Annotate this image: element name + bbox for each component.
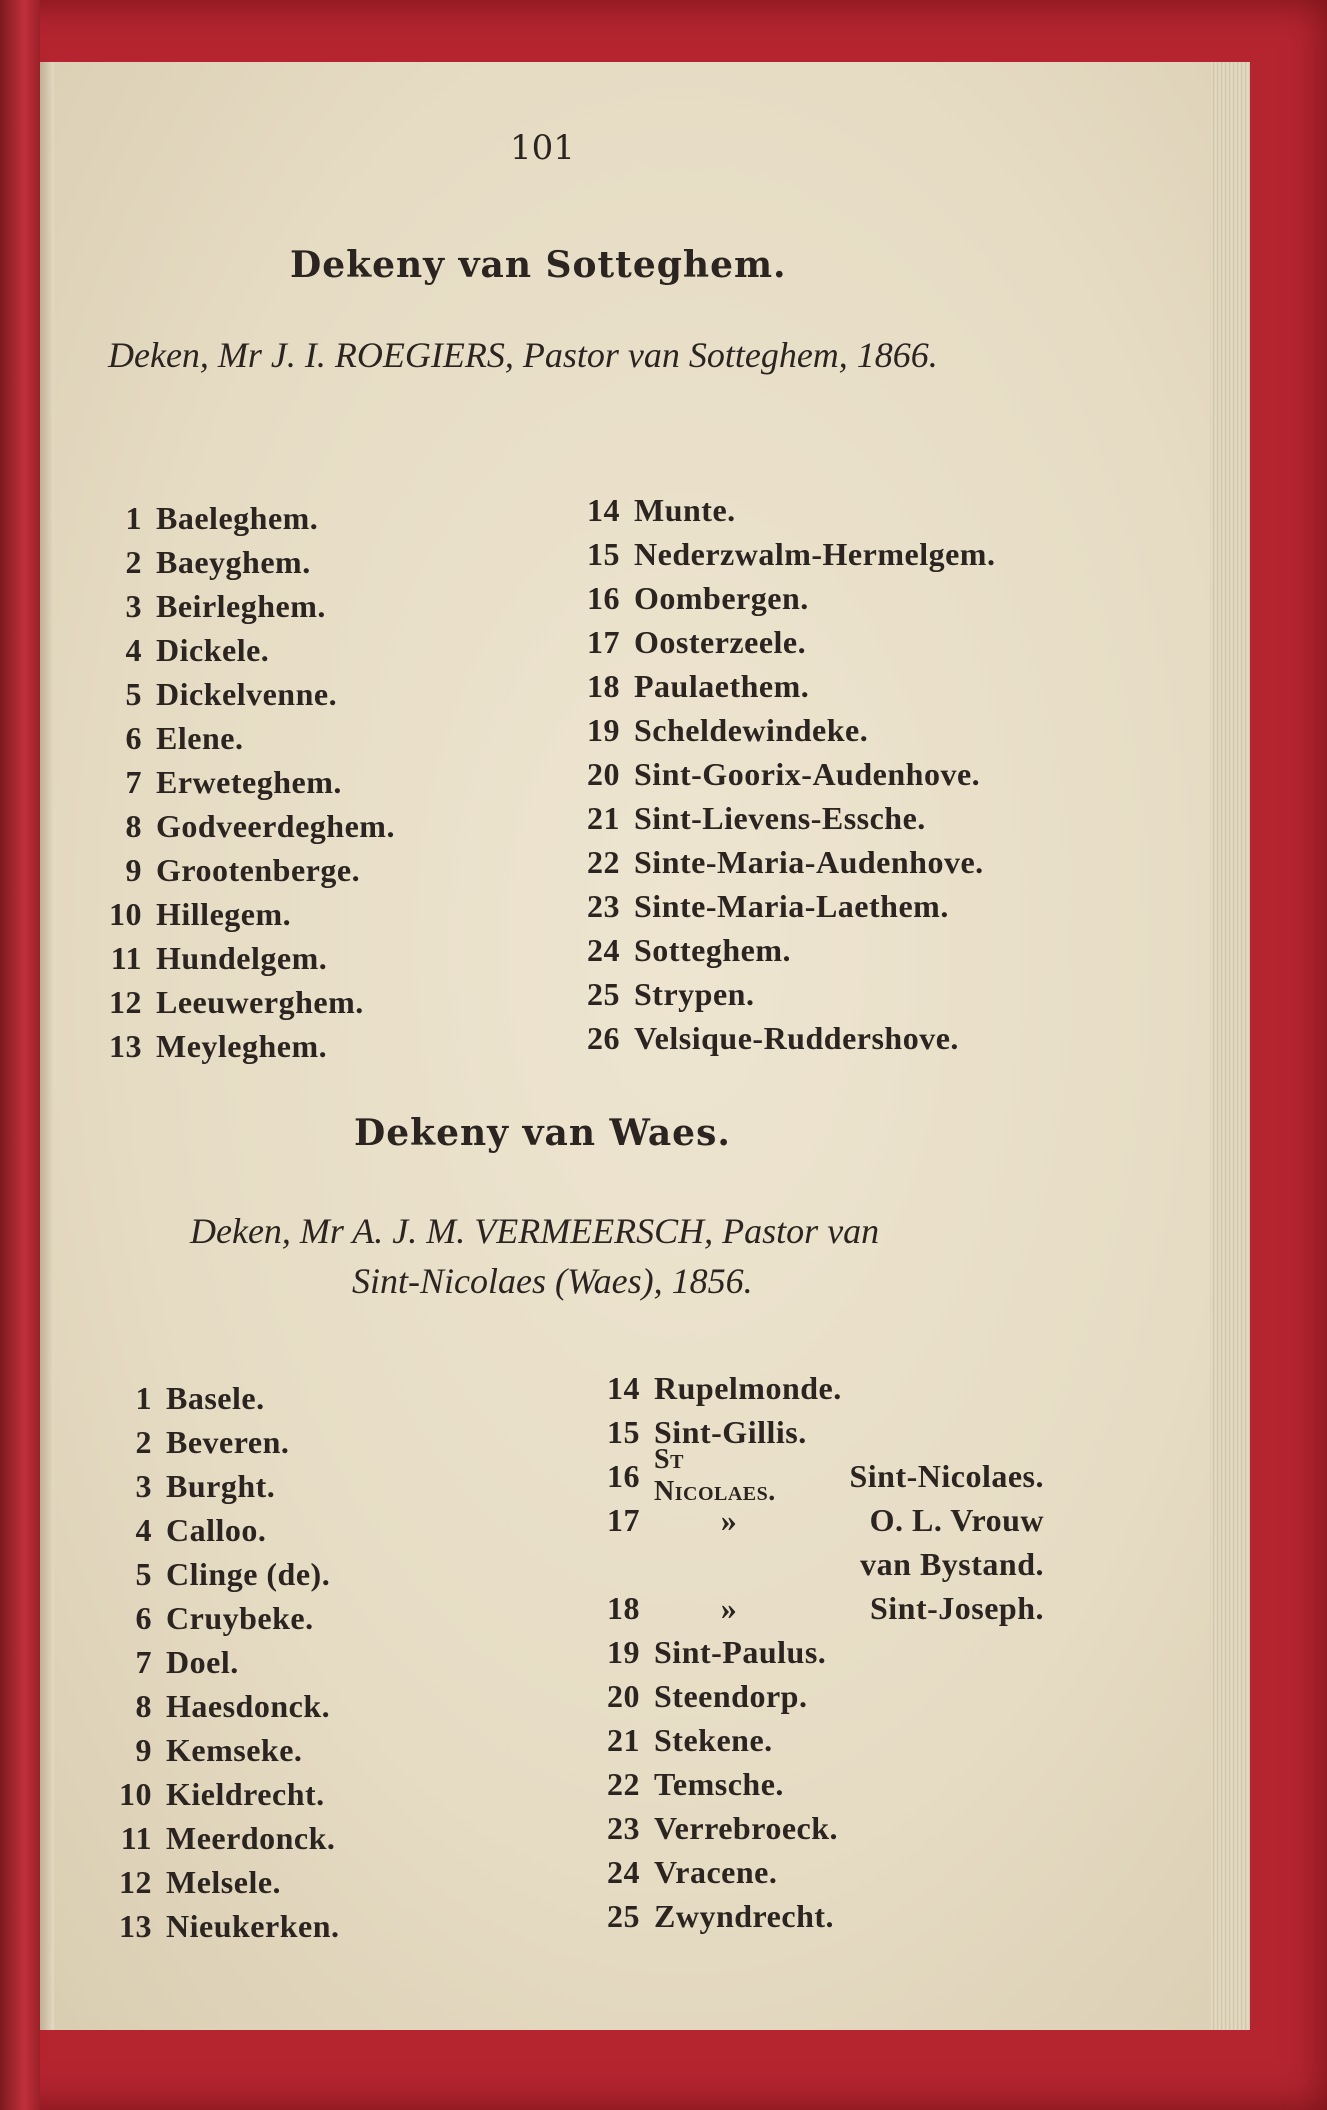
list-item — [580, 664, 995, 708]
item-number: 11 — [120, 1819, 152, 1856]
item-name: Sinte-Maria-Laethem. — [634, 887, 949, 924]
list-item — [112, 1508, 340, 1552]
item-number: 7 — [135, 1643, 152, 1680]
book-page — [40, 62, 1210, 2030]
list-item-continuation — [600, 1542, 1044, 1586]
item-name: Erweteghem. — [156, 763, 342, 800]
list-item — [112, 1816, 340, 1860]
item-number: 10 — [109, 895, 142, 932]
list-item — [600, 1806, 1044, 1850]
item-number: 20 — [587, 755, 620, 792]
list-item — [600, 1718, 1044, 1762]
item-name: Oosterzeele. — [634, 623, 807, 660]
item-name: Sint-Nicolaes. — [849, 1457, 1044, 1494]
item-name: Baeleghem. — [156, 499, 319, 536]
list-item — [580, 752, 995, 796]
item-name: Basele. — [166, 1379, 265, 1416]
item-name: Dickele. — [156, 631, 270, 668]
item-name: Temsche. — [654, 1765, 784, 1802]
item-number: 12 — [109, 983, 142, 1020]
item-name: Leeuwerghem. — [156, 983, 364, 1020]
list-item — [102, 892, 395, 936]
item-name: Clinge (de). — [166, 1555, 331, 1592]
deken-waes-line2: Sint-Nicolaes (Waes), 1856. — [352, 1261, 753, 1301]
item-number: 12 — [119, 1863, 152, 1900]
item-name: Stekene. — [654, 1721, 773, 1758]
item-number: 2 — [125, 543, 142, 580]
list-item — [580, 884, 995, 928]
item-number: 17 — [607, 1501, 640, 1538]
list-item — [112, 1772, 340, 1816]
item-name: Meerdonck. — [166, 1819, 336, 1856]
list-item — [102, 936, 395, 980]
item-name: Vracene. — [654, 1853, 778, 1890]
item-number: 20 — [607, 1677, 640, 1714]
item-name: Sotteghem. — [634, 931, 791, 968]
list-item — [600, 1762, 1044, 1806]
item-name: Verrebroeck. — [654, 1809, 839, 1846]
item-number: 21 — [607, 1721, 640, 1758]
item-name: Elene. — [156, 719, 244, 756]
list-item — [112, 1596, 340, 1640]
item-name: Grootenberge. — [156, 851, 361, 888]
item-name: Meyleghem. — [156, 1027, 328, 1064]
item-number: 19 — [607, 1633, 640, 1670]
item-number: 22 — [607, 1765, 640, 1802]
list-item — [102, 496, 395, 540]
list-item — [102, 584, 395, 628]
item-name: Hillegem. — [156, 895, 292, 932]
item-name: Baeyghem. — [156, 543, 311, 580]
item-number: 5 — [125, 675, 142, 712]
item-number: 1 — [135, 1379, 152, 1416]
list-item — [580, 488, 995, 532]
item-number: 9 — [135, 1731, 152, 1768]
list-item — [600, 1630, 1044, 1674]
item-number: 15 — [607, 1413, 640, 1450]
deken-waes-line1: Deken, Mr A. J. M. VERMEERSCH, Pastor van — [190, 1211, 880, 1251]
item-number: 23 — [587, 887, 620, 924]
item-number: 3 — [135, 1467, 152, 1504]
item-number: 8 — [135, 1687, 152, 1724]
parish-list-waes-left — [112, 1376, 340, 1948]
item-name: Oombergen. — [634, 579, 809, 616]
list-item — [102, 672, 395, 716]
list-item — [580, 576, 995, 620]
list-item — [600, 1894, 1044, 1938]
item-name: Calloo. — [166, 1511, 267, 1548]
list-item — [112, 1904, 340, 1948]
item-name: Nieukerken. — [166, 1907, 340, 1944]
item-number: 4 — [135, 1511, 152, 1548]
item-name-continued: van Bystand. — [860, 1545, 1044, 1582]
item-name: Rupelmonde. — [654, 1369, 842, 1406]
item-name: Velsique-Ruddershove. — [634, 1019, 959, 1056]
item-number: 13 — [109, 1027, 142, 1064]
item-number: 2 — [135, 1423, 152, 1460]
item-name: Sinte-Maria-Audenhove. — [634, 843, 984, 880]
item-name: Dickelvenne. — [156, 675, 338, 712]
item-abbreviation: » — [720, 1501, 738, 1538]
cover-spine-edge — [0, 0, 40, 2110]
item-number: 11 — [110, 939, 142, 976]
parish-list-sotteghem-left — [102, 496, 395, 1068]
list-item — [102, 980, 395, 1024]
item-name: O. L. Vrouw — [869, 1501, 1044, 1538]
item-name: Cruybeke. — [166, 1599, 314, 1636]
item-number: 13 — [119, 1907, 152, 1944]
list-item — [600, 1366, 1044, 1410]
item-number: 3 — [125, 587, 142, 624]
page-gutter — [40, 62, 54, 2030]
item-name: Melsele. — [166, 1863, 282, 1900]
deken-sotteghem: Deken, Mr J. I. ROEGIERS, Pastor van Sotteghem, 1866. — [108, 335, 938, 375]
list-item — [102, 1024, 395, 1068]
parish-list-waes-right — [600, 1366, 1044, 1938]
list-item — [112, 1376, 340, 1420]
page-number: 101 — [510, 128, 575, 168]
list-item — [102, 628, 395, 672]
item-number: 16 — [587, 579, 620, 616]
item-name: Paulaethem. — [634, 667, 810, 704]
item-number: 6 — [125, 719, 142, 756]
section-title-waes: Dekeny van Waes. — [354, 1112, 731, 1154]
list-item — [112, 1728, 340, 1772]
list-item — [600, 1444, 1044, 1507]
item-name: Beirleghem. — [156, 587, 326, 624]
item-name: Sint-Paulus. — [654, 1633, 827, 1670]
list-item — [580, 928, 995, 972]
list-item — [112, 1552, 340, 1596]
list-item — [580, 840, 995, 884]
list-item — [112, 1420, 340, 1464]
item-number: 18 — [587, 667, 620, 704]
list-item — [580, 532, 995, 576]
item-number: 22 — [587, 843, 620, 880]
item-name: Sint-Lievens-Essche. — [634, 799, 926, 836]
item-number: 24 — [587, 931, 620, 968]
list-item — [102, 716, 395, 760]
item-name: Zwyndrecht. — [654, 1897, 835, 1934]
item-number: 9 — [125, 851, 142, 888]
item-number: 25 — [587, 975, 620, 1012]
section-title-sotteghem: Dekeny van Sotteghem. — [290, 244, 787, 286]
list-item — [580, 972, 995, 1016]
item-name: Scheldewindeke. — [634, 711, 869, 748]
item-number: 8 — [125, 807, 142, 844]
item-name: Strypen. — [634, 975, 755, 1012]
list-item — [102, 540, 395, 584]
list-item — [580, 1016, 995, 1060]
item-name: Haesdonck. — [166, 1687, 331, 1724]
item-name: Nederzwalm-Hermelgem. — [634, 535, 996, 572]
list-item — [112, 1684, 340, 1728]
item-name: Godveerdeghem. — [156, 807, 395, 844]
item-number: 7 — [125, 763, 142, 800]
item-name: Burght. — [166, 1467, 276, 1504]
item-name: Doel. — [166, 1643, 239, 1680]
list-item — [102, 804, 395, 848]
item-number: 10 — [119, 1775, 152, 1812]
item-number: 14 — [587, 491, 620, 528]
item-number: 5 — [135, 1555, 152, 1592]
item-abbreviation: St Nicolaes. — [654, 1444, 776, 1507]
item-number: 19 — [587, 711, 620, 748]
list-item — [580, 708, 995, 752]
list-item — [102, 760, 395, 804]
item-number: 1 — [125, 499, 142, 536]
item-number: 14 — [607, 1369, 640, 1406]
list-item — [580, 796, 995, 840]
list-item — [600, 1674, 1044, 1718]
item-number: 4 — [125, 631, 142, 668]
list-item — [102, 848, 395, 892]
item-number: 18 — [607, 1589, 640, 1626]
item-name: Sint-Goorix-Audenhove. — [634, 755, 981, 792]
parish-list-sotteghem-right — [580, 488, 995, 1060]
item-name: Kemseke. — [166, 1731, 303, 1768]
list-item — [600, 1586, 1044, 1630]
item-name: Kieldrecht. — [166, 1775, 325, 1812]
item-number: 16 — [607, 1457, 640, 1494]
item-name: Hundelgem. — [156, 939, 328, 976]
list-item — [600, 1850, 1044, 1894]
item-name: Sint-Joseph. — [869, 1589, 1044, 1626]
item-number: 6 — [135, 1599, 152, 1636]
item-number: 15 — [587, 535, 620, 572]
item-name: Sint-Gillis. — [654, 1413, 807, 1450]
item-name: Steendorp. — [654, 1677, 808, 1714]
item-number: 25 — [607, 1897, 640, 1934]
list-item — [112, 1860, 340, 1904]
item-name: Munte. — [634, 491, 736, 528]
item-number: 23 — [607, 1809, 640, 1846]
list-item — [580, 620, 995, 664]
item-number: 17 — [587, 623, 620, 660]
item-name: Beveren. — [166, 1423, 290, 1460]
list-item — [600, 1498, 1044, 1542]
item-number: 26 — [587, 1019, 620, 1056]
item-abbreviation: » — [720, 1589, 738, 1626]
item-number: 24 — [607, 1853, 640, 1890]
list-item — [112, 1464, 340, 1508]
list-item — [112, 1640, 340, 1684]
item-number: 21 — [587, 799, 620, 836]
